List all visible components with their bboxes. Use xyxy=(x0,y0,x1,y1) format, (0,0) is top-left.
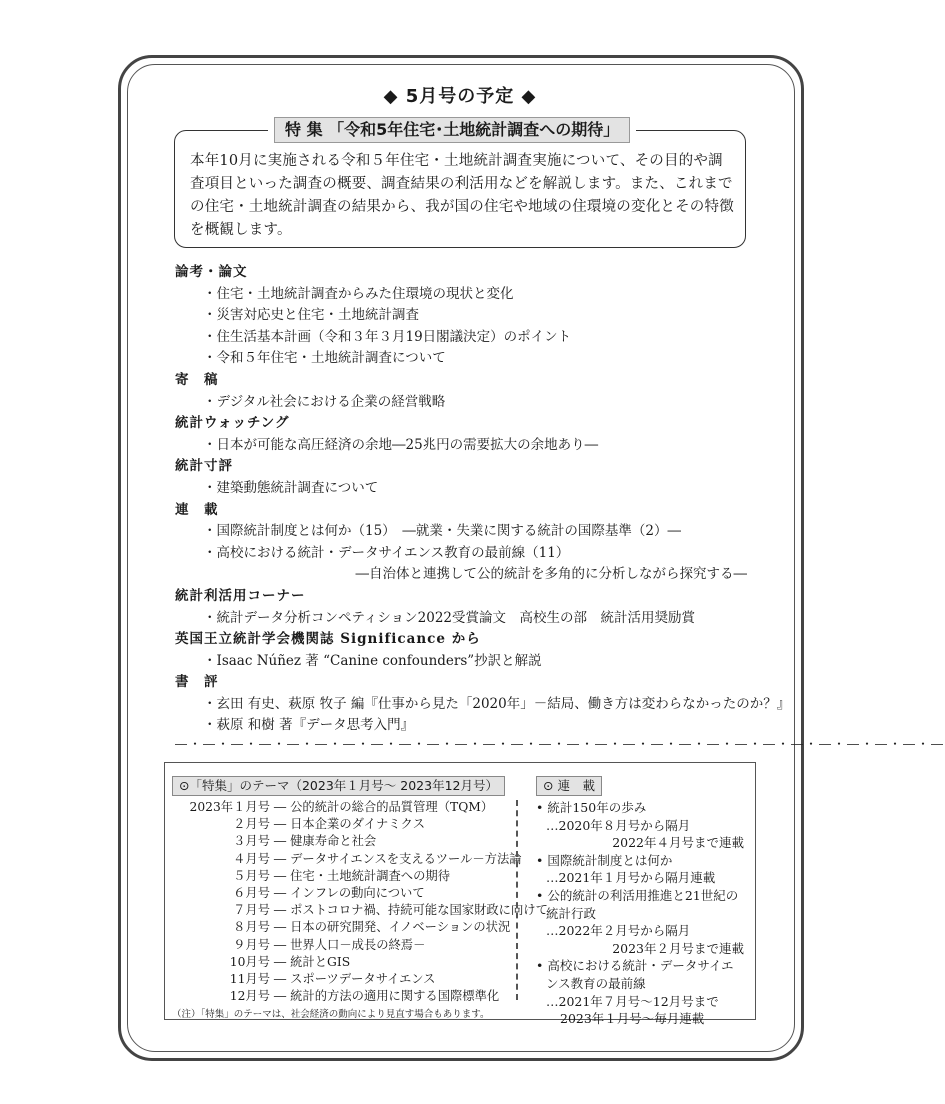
toc-item: ・Isaac Núñez 著 “Canine confounders”抄訳と解説 xyxy=(203,652,542,669)
theme-topic: ― スポーツデータサイエンス xyxy=(273,971,436,986)
feature-heading: 「令和5年住宅･土地統計調査への期待」 xyxy=(328,120,620,139)
theme-topic: ― 日本の研究開発、イノベーションの状況 xyxy=(273,920,511,935)
theme-topic: ― 健康寿命と社会 xyxy=(273,834,377,849)
series-line: • 公的統計の利活用推進と21世紀の xyxy=(536,887,739,903)
theme-month: 2023年１月号 xyxy=(189,800,270,814)
theme-month: ８月号 xyxy=(233,920,270,935)
series-line: • 国際統計制度とは何か xyxy=(536,852,673,868)
toc-item: ・デジタル社会における企業の経営戦略 xyxy=(203,393,446,410)
themes-panel xyxy=(172,775,548,1021)
theme-topic: ― インフレの動向について xyxy=(273,885,425,900)
series-line: 2022年４月号まで連載 xyxy=(612,835,744,851)
theme-row xyxy=(172,868,512,885)
toc-item: ・高校における統計・データサイエンス教育の最前線（11） xyxy=(203,544,570,561)
series-line: …2021年１月号から隔月連載 xyxy=(546,870,716,886)
section-divider: ―・―・―・―・―・―・―・―・―・―・―・―・―・―・―・―・―・―・―・―・―・―・―・―・―・―・―・― xyxy=(175,737,945,751)
toc-item-continuation: ―自治体と連携して公的統計を多角的に分析しながら探究する― xyxy=(355,566,747,583)
series-line: 2023年１月号～毎月連載 xyxy=(560,1011,705,1027)
toc-item: ・統計データ分析コンペティション2022受賞論文 高校生の部 統計活用奨励賞 xyxy=(203,609,696,626)
feature-header xyxy=(268,117,636,141)
feature-description: 本年10月に実施される令和５年住宅・土地統計調査実施について、その目的や調査項目といった調査の概要、調査結果の利活用などを解説します。また、これまでの住宅・土地統計調査の結果から、我が国の住宅や地域の住環境の変化とその特徴を概観します。 xyxy=(190,153,734,238)
theme-month: 12月号 xyxy=(229,989,270,1004)
toc-section-heading: 統計ウォッチング xyxy=(175,415,290,432)
toc-section-heading: 連 載 xyxy=(175,501,219,518)
toc-section-heading: 英国王立統計学会機関誌 Significance から xyxy=(175,631,481,648)
theme-topic: ― 住宅・土地統計調査への期待 xyxy=(273,868,450,883)
feature-label-text: 特 集 xyxy=(285,120,323,139)
toc-item: ・住生活基本計画（令和３年３月19日閣議決定）のポイント xyxy=(203,328,572,345)
theme-row xyxy=(172,885,512,902)
themes-header: ⊙「特集」のテーマ（2023年１月号～ 2023年12月号） xyxy=(172,776,505,796)
themes-note: （注）「特集」のテーマは、社会経済の動向により見直す場合もあります。 xyxy=(172,1009,490,1021)
themes-list xyxy=(172,799,548,1005)
theme-topic: ― 公的統計の総合的品質管理（TQM） xyxy=(273,800,494,814)
theme-topic: ― 統計とGIS xyxy=(273,954,351,969)
toc-section-heading: 書 評 xyxy=(175,674,219,691)
theme-topic: ― 世界人口－成長の終焉－ xyxy=(273,937,426,952)
page-title: ◆ 5月号の予定 ◆ xyxy=(383,86,537,107)
theme-row xyxy=(172,902,548,919)
theme-row xyxy=(172,971,512,988)
toc-section-heading: 統計利活用コーナー xyxy=(175,587,306,604)
theme-month: ５月号 xyxy=(233,868,270,883)
series-panel xyxy=(536,775,746,1028)
series-line: 統計行政 xyxy=(546,905,597,921)
theme-month: ４月号 xyxy=(233,851,270,866)
feature-label xyxy=(274,117,630,143)
series-header: ⊙ 連 載 xyxy=(536,776,602,796)
toc-item: ・災害対応史と住宅・土地統計調査 xyxy=(203,307,419,324)
theme-month: ３月号 xyxy=(233,834,270,849)
series-line: ンス教育の最前線 xyxy=(546,975,646,991)
series-line: • 統計150年の歩み xyxy=(536,800,647,815)
toc-section-heading: 寄 稿 xyxy=(175,371,219,388)
theme-topic: ― データサイエンスを支えるツール－方法論 xyxy=(273,851,522,866)
theme-month: ６月号 xyxy=(233,885,270,900)
table-of-contents xyxy=(175,262,791,737)
theme-month: 11月号 xyxy=(229,971,270,986)
theme-topic: ― 統計的方法の適用に関する国際標準化 xyxy=(273,989,500,1004)
toc-item: ・建築動態統計調査について xyxy=(203,479,379,496)
theme-row xyxy=(172,816,512,833)
column-divider xyxy=(516,800,518,1000)
toc-item: ・国際統計制度とは何か（15） ―就業・失業に関する統計の国際基準（2）― xyxy=(203,523,682,540)
theme-row xyxy=(172,954,512,971)
toc-item: ・日本が可能な高圧経済の余地―25兆円の需要拡大の余地あり― xyxy=(203,436,599,453)
theme-topic: ― 日本企業のダイナミクス xyxy=(273,817,426,832)
theme-row xyxy=(172,851,522,868)
toc-item: ・玄田 有史、萩原 牧子 編『仕事から見た「2020年」－結局、働き方は変わらなかったのか？』 xyxy=(203,695,791,712)
series-line: 2023年２月号まで連載 xyxy=(612,940,744,956)
toc-item: ・萩原 和樹 著『データ思考入門』 xyxy=(203,717,415,734)
theme-row xyxy=(172,833,512,850)
series-line: …2021年７月号～12月号まで xyxy=(546,993,719,1009)
theme-month: 10月号 xyxy=(229,954,270,969)
theme-month: ９月号 xyxy=(233,937,270,952)
theme-row xyxy=(172,937,512,954)
series-line: …2020年８月号から隔月 xyxy=(546,817,691,833)
theme-topic: ― ポストコロナ禍、持続可能な国家財政に向けて xyxy=(273,903,548,918)
theme-row xyxy=(172,919,512,936)
theme-row xyxy=(172,799,512,816)
toc-section-heading: 統計寸評 xyxy=(175,458,233,475)
theme-row xyxy=(172,988,512,1005)
series-list xyxy=(536,799,746,1028)
series-line: …2022年２月号から隔月 xyxy=(546,923,691,939)
series-line: • 高校における統計・データサイエ xyxy=(536,958,734,974)
toc-item: ・住宅・土地統計調査からみた住環境の現状と変化 xyxy=(203,285,514,302)
toc-section-heading: 論考・論文 xyxy=(175,264,248,280)
theme-month: ７月号 xyxy=(233,903,270,918)
toc-item: ・令和５年住宅・土地統計調査について xyxy=(203,350,446,367)
theme-month: ２月号 xyxy=(233,817,270,832)
